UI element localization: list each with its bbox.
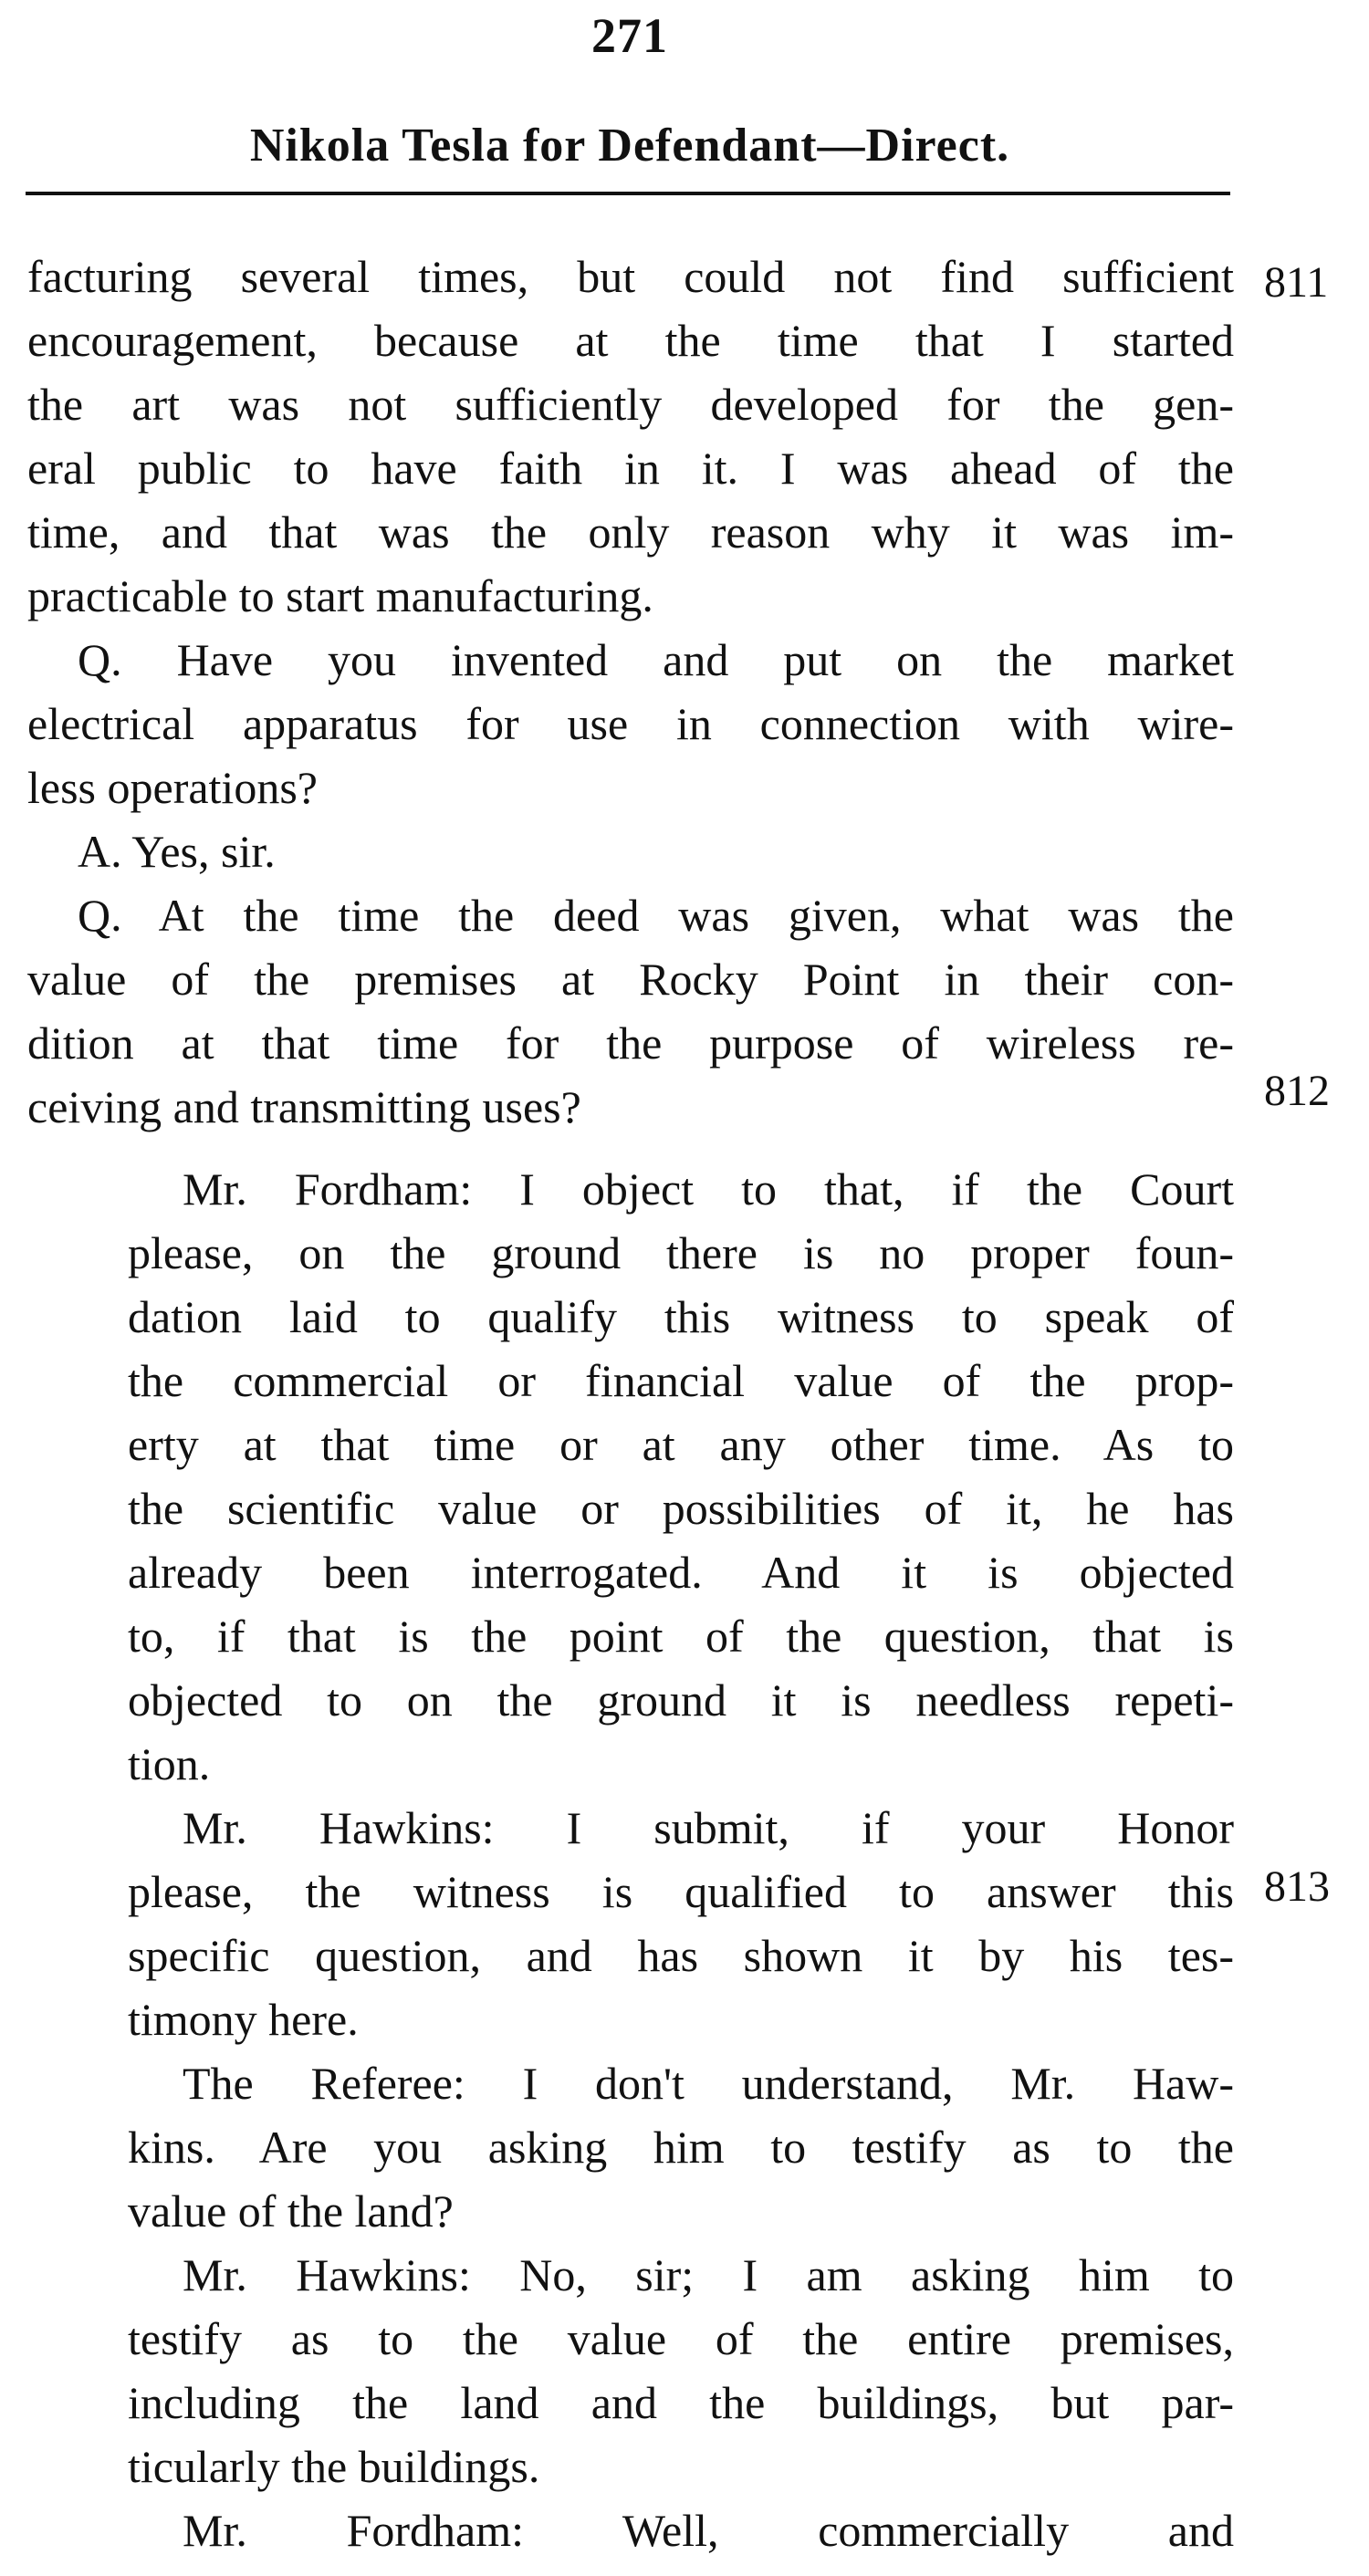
answer-paragraph [27,819,1234,883]
text-line: the scientific value or possibilities of it, he has [128,1483,1234,1534]
text-line: ceiving and transmitting uses? [27,1081,581,1132]
text-line: specific question, and has shown it by his tes- [128,1930,1234,1981]
text-line: kins. Are you asking him to testify as to the [128,2122,1234,2173]
text-line: Mr. Hawkins: No, sir; I am asking him to [183,2249,1234,2300]
text-line: please, on the ground there is no proper foun- [128,1227,1234,1278]
text-line: erty at that time or at any other time. As to [128,1419,1234,1470]
text-line: Q. At the time the deed was given, what was the [78,890,1234,941]
text-line: timony here. [128,1994,359,2045]
text-line: practicable to start manufacturing. [27,570,653,621]
text-line: including the land and the buildings, but par- [128,2377,1234,2428]
marginal-number-813: 813 [1264,1862,1330,1911]
text-line: eral public to have faith in it. I was ahead of the [27,443,1234,494]
text-line: time, and that was the only reason why it was im- [27,506,1234,558]
text-line: value of the land? [128,2185,454,2237]
text-line: ticularly the buildings. [128,2441,540,2492]
text-line: tion. [128,1738,211,1789]
colloquy-paragraph [27,2243,1234,2498]
text-line: value of the premises at Rocky Point in their con- [27,954,1234,1005]
text-line: less operations? [27,762,318,813]
text-line: A. Yes, sir. [78,826,276,877]
colloquy-paragraph [27,2498,1234,2562]
text-line: the art was not sufficiently developed for the gen- [27,379,1234,430]
text-line: to, if that is the point of the question, that is [128,1611,1234,1662]
text-line: The Referee: I don't understand, Mr. Haw- [183,2058,1234,2109]
text-line: Mr. Fordham: I object to that, if the Court [183,1163,1234,1215]
header-rule [26,192,1230,195]
running-head: Nikola Tesla for Defendant—Direct. [249,120,1010,172]
text-line: objected to on the ground it is needless repeti- [128,1674,1234,1726]
page-number: 271 [591,8,668,63]
body-text [27,245,1234,2562]
marginal-number-811: 811 [1264,258,1329,307]
colloquy-paragraph [27,1796,1234,2051]
text-line: Mr. Fordham: Well, commercially and [183,2505,1234,2556]
question-paragraph [27,883,1234,1139]
colloquy-paragraph [27,1157,1234,1796]
text-line: the commercial or financial value of the prop- [128,1355,1234,1406]
text-line: electrical apparatus for use in connection with wire- [27,698,1234,749]
text-line: testify as to the value of the entire premises, [128,2313,1234,2364]
text-line: Mr. Hawkins: I submit, if your Honor [183,1802,1234,1853]
colloquy-paragraph [27,2051,1234,2243]
question-paragraph [27,628,1234,819]
text-line: dition at that time for the purpose of wireless re- [27,1017,1234,1069]
text-line: encouragement, because at the time that I started [27,315,1234,366]
text-line: dation laid to qualify this witness to speak of [128,1291,1234,1342]
text-line: please, the witness is qualified to answer this [128,1866,1234,1917]
text-line: Q. Have you invented and put on the market [78,634,1234,685]
marginal-number-812: 812 [1264,1067,1330,1115]
text-line: already been interrogated. And it is objected [128,1547,1234,1598]
paragraph-continuation [27,245,1234,628]
text-line: facturing several times, but could not find sufficient [27,251,1234,302]
